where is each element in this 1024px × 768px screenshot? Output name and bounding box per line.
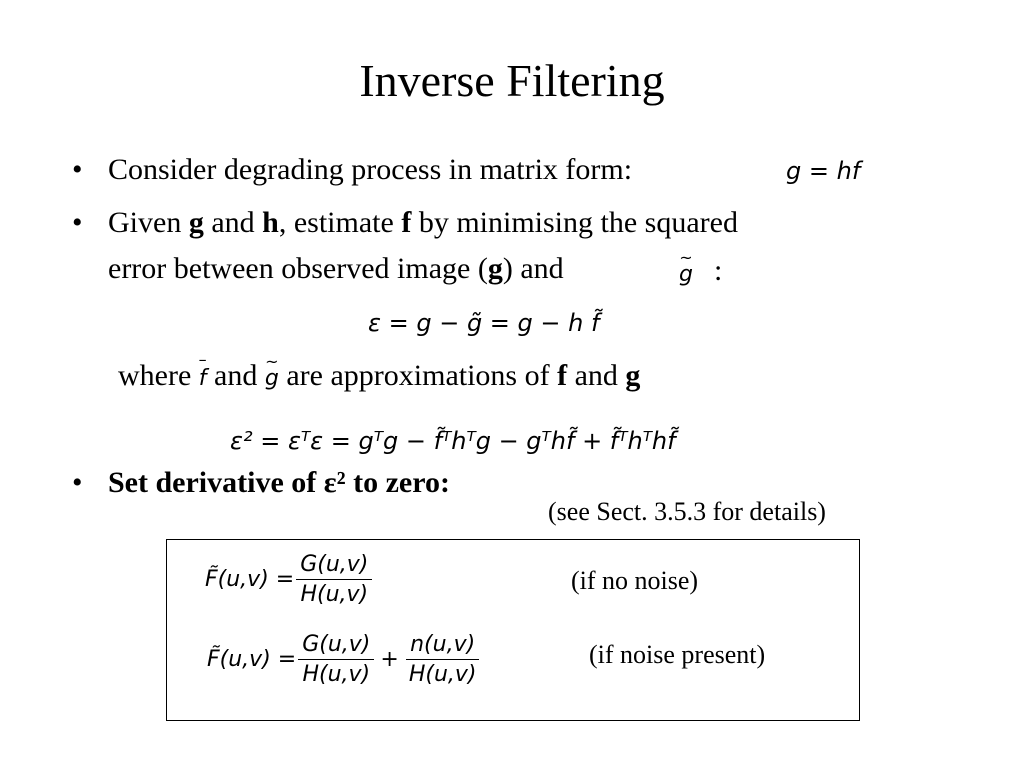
- bullet-3-text: Set derivative of ε² to zero:: [108, 466, 450, 499]
- where-line: where – f and ~ g are approximations of f and g: [118, 359, 640, 393]
- g-tilde-symbol: ~ g: [265, 366, 279, 391]
- fraction: $\frac{n(u,v)}{H(u,v)}$: [405, 632, 481, 687]
- error-equation: ε = g − g̃ = g − h f̃: [368, 309, 600, 337]
- slide-title: Inverse Filtering: [359, 55, 665, 106]
- result-box: [166, 539, 860, 721]
- bullet-1-text: Consider degrading process in matrix form:: [108, 153, 633, 186]
- squared-error-equation: ε² = εᵀε = gᵀg − f̃ᵀhᵀg − gᵀhf̃ + f̃ᵀhᵀhf̃: [230, 427, 676, 455]
- no-noise-label: (if no noise): [571, 566, 699, 595]
- fraction: $\frac{G(u,v)}{H(u,v)}$: [296, 552, 372, 607]
- bullet-dot: •: [72, 466, 83, 499]
- bullet-dot: •: [72, 153, 83, 186]
- g-tilde-symbol: ~ g: [679, 262, 693, 287]
- formula-with-noise: F̃(u,v) = $\frac{G(u,v)}{H(u,v)}$ + $\frac{n(u,v)}{H(u,v)}$: [207, 632, 482, 687]
- bullet-dot: •: [72, 206, 83, 239]
- noise-present-label: (if noise present): [589, 640, 766, 669]
- degradation-equation: g = hf: [786, 157, 861, 185]
- f-tilde-symbol: – f: [199, 366, 207, 391]
- colon: :: [714, 254, 723, 287]
- section-reference-note: (see Sect. 3.5.3 for details): [548, 497, 826, 526]
- formula-no-noise: F̃(u,v) = $\frac{G(u,v)}{H(u,v)}$: [205, 552, 374, 607]
- fraction: $\frac{G(u,v)}{H(u,v)}$: [298, 632, 374, 687]
